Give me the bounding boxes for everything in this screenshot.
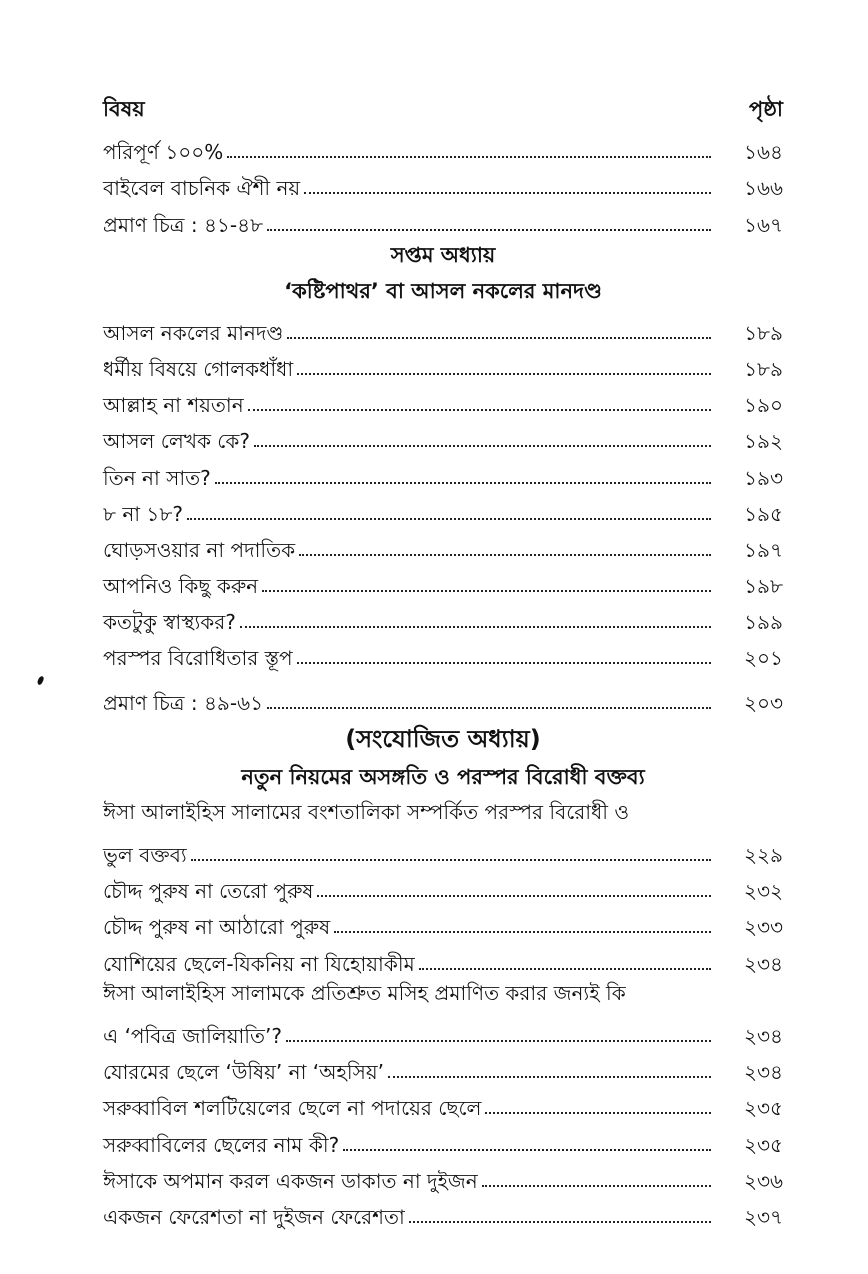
entry-page: ১৮৯: [744, 320, 783, 345]
entry-title: বাইবেল বাচনিক ঐশী নয়: [103, 176, 301, 201]
dot-leader: [248, 409, 711, 411]
dot-leader: [409, 1221, 711, 1223]
chapter-heading: সপ্তম অধ্যায়: [390, 242, 496, 267]
entry-title: চৌদ্দ পুরুষ না তেরো পুরুষ: [103, 879, 314, 904]
dot-leader: [254, 445, 711, 447]
toc-entry[interactable]: [103, 867, 783, 903]
toc-entry[interactable]: [103, 128, 783, 164]
toc-entry[interactable]: [103, 1120, 783, 1156]
entry-page: ১৯৭: [744, 537, 783, 562]
entry-page: ২৩৭: [743, 1204, 783, 1229]
toc-entry[interactable]: [103, 417, 783, 453]
entry-title: সরুব্বাবিল শলটিয়েলের ছেলে না পদায়ের ছেলে: [103, 1096, 482, 1121]
entry-page: ২৩৩: [743, 915, 783, 940]
entry-title: ৮ না ১৮?: [103, 501, 184, 526]
entry-page: ২৩৪: [744, 1060, 783, 1085]
toc-entry[interactable]: [103, 1193, 783, 1229]
entry-page: ১৯৮: [744, 574, 783, 599]
toc-entry[interactable]: [103, 678, 783, 714]
dot-leader: [297, 662, 711, 664]
entry-title: আপনিও কিছু করুন: [103, 574, 259, 599]
entry-title: ঘোড়সওয়ার না পদাতিক: [103, 537, 296, 562]
entry-title: ধর্মীয় বিষয়ে গোলকধাঁধা: [103, 356, 294, 381]
entry-page: ১৯৩: [744, 465, 783, 490]
page-column-header: পৃষ্ঠা: [748, 97, 783, 121]
dot-leader: [419, 968, 711, 970]
toc-entry[interactable]: [103, 200, 783, 236]
dot-leader: [299, 554, 711, 556]
dot-leader: [304, 192, 711, 194]
dot-leader: [187, 518, 711, 520]
toc-entry[interactable]: [103, 831, 783, 867]
toc-entry[interactable]: [103, 490, 783, 526]
entry-page: ২০৩: [743, 690, 783, 715]
entry-page: ১৯৯: [744, 610, 783, 635]
toc-entry[interactable]: [103, 1048, 783, 1084]
entry-page: ২৩৫: [744, 1096, 783, 1121]
entry-title: ভুল বক্তব্য: [103, 843, 187, 867]
entry-page: ১৬৬: [744, 176, 783, 201]
appendix-subtitle: নতুন নিয়মের অসঙ্গতি ও পরস্পর বিরোধী বক্তব্য: [241, 764, 645, 789]
entry-title: ঈসাকে অপমান করল একজন ডাকাত না দুইজন: [103, 1168, 478, 1193]
entry-title: এ ‘পবিত্র জালিয়াতি’?: [103, 1023, 283, 1048]
entry-page: ২৩৪: [744, 951, 783, 976]
dot-leader: [482, 1185, 711, 1187]
toc-entry[interactable]: [103, 453, 783, 489]
entry-title: প্রমাণ চিত্র : ৪৯-৬১: [103, 690, 264, 715]
appendix-heading: (সংযোজিত অধ্যায়): [345, 724, 541, 753]
dot-leader: [262, 590, 711, 592]
toc-entry-first-line[interactable]: ঈসা আলাইহিস সালামকে প্রতিশ্রুত মসিহ প্রমাণিত করার জন্যই কি: [103, 980, 626, 1005]
entry-title: আল্লাহ না শয়তান: [103, 393, 244, 418]
entry-title: চৌদ্দ পুরুষ না আঠারো পুরুষ: [103, 915, 331, 940]
entry-title: যোরমের ছেলে ‘উষিয়’ না ‘অহসিয়’: [103, 1060, 385, 1085]
toc-entry[interactable]: [103, 1084, 783, 1120]
stray-ink-mark: [36, 675, 45, 685]
dot-leader: [317, 895, 711, 897]
toc-entry[interactable]: [103, 939, 783, 975]
entry-title: তিন না সাত?: [103, 465, 211, 490]
entry-title: কতটুকু স্বাস্থ্যকর?: [103, 610, 236, 635]
toc-entry[interactable]: [103, 309, 783, 345]
entry-title: প্রমাণ চিত্র : ৪১-৪৮: [103, 212, 264, 237]
topic-column-header: বিষয়: [103, 97, 145, 121]
entry-page: ২৩২: [743, 879, 783, 904]
dot-leader: [191, 859, 711, 861]
dot-leader: [286, 1040, 711, 1042]
toc-entry[interactable]: [103, 1157, 783, 1193]
entry-page: ২২৯: [744, 843, 783, 867]
entry-page: ২৩৬: [743, 1168, 783, 1193]
toc-entry[interactable]: [103, 1012, 783, 1048]
entry-title: আসল লেখক কে?: [103, 429, 251, 454]
entry-page: ২০১: [744, 646, 783, 671]
entry-title: আসল নকলের মানদণ্ড: [103, 320, 284, 345]
toc-entry[interactable]: [103, 164, 783, 200]
dot-leader: [267, 707, 711, 709]
toc-entry[interactable]: [103, 903, 783, 939]
entry-title: যোশিয়ের ছেলে-যিকনিয় না যিহোয়াকীম: [103, 951, 415, 976]
entry-title: একজন ফেরেশতা না দুইজন ফেরেশতা: [103, 1204, 405, 1229]
entry-page: ১৬৪: [744, 140, 783, 165]
toc-entry[interactable]: [103, 526, 783, 562]
dot-leader: [485, 1112, 711, 1114]
dot-leader: [227, 156, 711, 158]
toc-header: [103, 92, 783, 128]
entry-page: ১৯৫: [744, 501, 783, 526]
dot-leader: [240, 626, 711, 628]
entry-title: পরিপূর্ণ ১০০%: [103, 140, 224, 165]
table-of-contents: [103, 92, 783, 1229]
toc-entry[interactable]: [103, 381, 783, 417]
dot-leader: [388, 1076, 711, 1078]
toc-entry[interactable]: [103, 345, 783, 381]
chapter-subtitle: ‘কষ্টিপাথর’ বা আসল নকলের মানদণ্ড: [284, 278, 602, 303]
toc-entry[interactable]: [103, 598, 783, 634]
dot-leader: [334, 931, 711, 933]
dot-leader: [287, 337, 711, 339]
entry-title: সরুব্বাবিলের ছেলের নাম কী?: [103, 1132, 340, 1157]
toc-entry[interactable]: [103, 634, 783, 670]
entry-page: ১৯০: [744, 393, 783, 418]
dot-leader: [215, 482, 711, 484]
entry-title: পরস্পর বিরোধিতার স্তূপ: [103, 646, 293, 671]
dot-leader: [297, 373, 711, 375]
entry-page: ২৩৪: [744, 1023, 783, 1048]
entry-page: ২৩৫: [744, 1132, 783, 1157]
toc-entry[interactable]: [103, 562, 783, 598]
dot-leader: [267, 229, 711, 231]
toc-entry-first-line[interactable]: ঈসা আলাইহিস সালামের বংশতালিকা সম্পর্কিত পরস্পর বিরোধী ও: [103, 799, 630, 824]
dot-leader: [343, 1149, 711, 1151]
entry-page: ১৮৯: [744, 356, 783, 381]
entry-page: ১৯২: [744, 429, 783, 454]
entry-page: ১৬৭: [744, 212, 783, 237]
